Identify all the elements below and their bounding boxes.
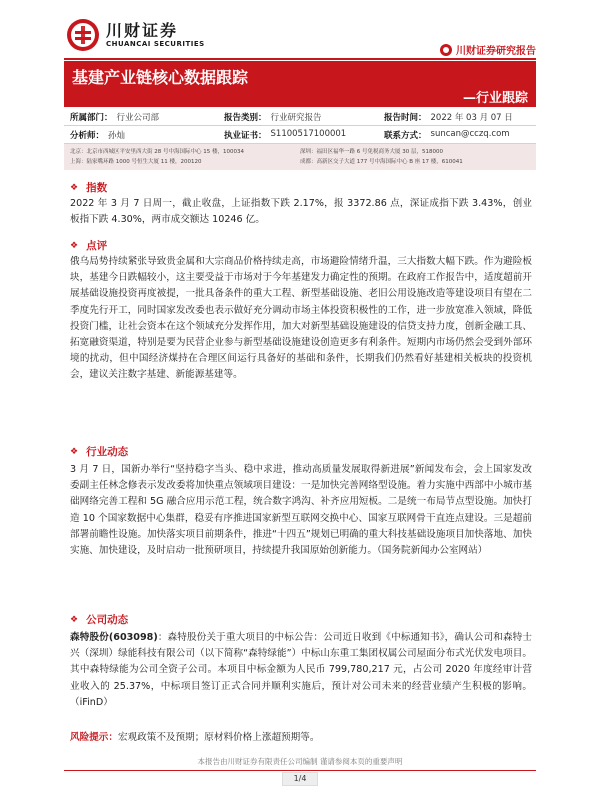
footer-divider [64,770,536,771]
info-row [64,108,536,126]
report-date-value: 2022 年 03 月 07 日 [430,112,513,123]
address-row [70,157,530,167]
brand-tag-text: 川财证券研究报告 [456,46,536,57]
contact-label: 联系方式： [384,130,427,141]
license-value: S1100517100001 [270,128,347,139]
section-company-heading [70,612,128,627]
section-index-title: 指数 [86,182,108,194]
address-shanghai: 上海：陆家嘴环路 1000 号恒生大厦 11 楼，200120 [70,159,202,165]
risk-warning [70,729,319,743]
brand-tag [440,42,536,57]
report-header [0,0,600,60]
diamond-icon: ❖ [70,240,79,251]
logo-name-cn: 川财证券 [106,20,179,40]
section-industry-title: 行业动态 [86,446,129,458]
section-comment-heading [70,238,107,253]
analyst-value: 孙灿 [108,130,126,141]
logo-name-en: CHUANCAI SECURITIES [106,39,205,48]
report-subtitle: —行业跟踪 [462,91,528,106]
analyst-label: 分析师： [70,130,105,141]
section-index-heading [70,180,107,195]
section-index-text: 2022 年 3 月 7 日周一，截止收盘，上证指数下跌 2.17%，报 3372.86 点，深证成指下跌 3.43%，创业板指下跌 4.30%，两市成交额达 10246 亿。 [70,198,532,226]
company-announcement: ：森特股份关于重大项目的中标公告：公司近日收到《中标通知书》，确认公司和森特士兴（深圳）绿能科技有限公司（以下简称“森特绿能”）中标山东重工集团权属公司屋面分布式光伏发电项目。其中森特绿能为公司全资子公司。本项目中标金额为人民币 799,780,217 元，占公司 2020 年度经审计营业收入的 25.37%，中标项目签订正式合同并顺利实施后，预计对公司未来的经营业绩产生积极的影响。（iFinD） [70,632,532,708]
section-industry-text: 3 月 7 日，国新办举行“坚持稳字当头、稳中求进，推动高质量发展取得新进展”新闻发布会，会上国家发改委副主任林念修表示发改委将加快重点领域项目建设：一是加快完善网络型设施。着力实施中西部中小城市基础网络完善工程和 5G 融合应用示范工程，统合数字鸿沟、补齐应用短板。二是统一布局节点型设施。加快打造 10 个国家数据中心集群，稳妥有序推进国家新型互联网交换中心、国家互联网骨干直连点建设。三是超前部署前瞻性设施。加快落实项目前期条件，推进“十四五”规划已明确的重大科技基础设施项目加快落地、加快实施、加快建设，及时启动一批预研项目，持续提升我国原始创新能力。（国务院新闻办公室网站） [70,464,532,557]
department-value: 行业公司部 [116,112,160,123]
report-type-label: 报告类别： [224,112,267,123]
report-type-value: 行业研究报告 [270,112,322,123]
header-divider [64,58,536,60]
section-industry-heading [70,444,128,459]
license-label: 执业证书： [224,130,267,141]
info-row [64,126,536,144]
risk-label: 风险提示： [70,732,118,743]
report-info [64,108,536,144]
brand-icon [440,44,452,56]
report-date-label: 报告时间： [384,112,427,123]
section-company-title: 公司动态 [86,614,129,626]
address-shenzhen: 深圳：福田区福华一路 6 号免税商务大厦 30 层，518000 [300,149,443,155]
section-comment-title: 点评 [86,240,108,252]
company-logo-icon [66,18,100,52]
address-beijing: 北京：北京市西城区平安里西大街 28 号中海国际中心 15 楼，100034 [70,149,244,155]
section-comment-text: 俄乌局势持续紧张导致贵金属和大宗商品价格持续走高，市场避险情绪升温，三大指数大幅下跌。作为避险板块，基建今日跌幅较小，这主要受益于市场对于今年基建发力确定性的预期。在政府工作报告中，适度超前开展基础设施投资再度被提，一批具备条件的重大工程、新型基础设施、老旧公用设施改造等建设项目有望在二季度先行开工，同时国家发改委也表示做好充分调动市场主体投资积极性的工作，进一步放宽准入领域，降低投资门槛，让社会资本在这个领域充分发挥作用，加大对新型基础设施建设的信贷支持力度，创新金融工具、拓宽融资渠道，特别是要为民营企业参与新型基础设施建设创造更多有利条件。短期内市场仍然会受到外部环境的扰动，但中国经济煤持在合理区间运行具备好的基础和条件，长期我们仍然看好基建相关板块的投资机会，建议关注数字基建、新能源基建等。 [70,256,532,381]
diamond-icon: ❖ [70,446,79,457]
address-row [70,147,530,157]
section-company-text [70,630,532,711]
risk-text: 宏观政策不及预期；原材料价格上涨超预期等。 [117,732,320,743]
report-title: 基建产业链核心数据跟踪 [72,68,249,87]
diamond-icon: ❖ [70,614,79,625]
contact-value: suncan@cczq.com [430,128,510,139]
company-logo [66,18,205,52]
page-number: 1/4 [282,772,318,786]
title-band [64,61,536,107]
department-label: 所属部门： [70,112,113,123]
company-name: 森特股份(603098) [70,632,158,643]
address-chengdu: 成都：高新区交子大道 177 号中海国际中心 B 座 17 楼，610041 [300,159,463,165]
office-addresses [64,144,536,170]
footer-disclaimer: 本报告由川财证券有限责任公司编制 谨请参阅本页的重要声明 [197,757,403,766]
diamond-icon: ❖ [70,182,79,193]
